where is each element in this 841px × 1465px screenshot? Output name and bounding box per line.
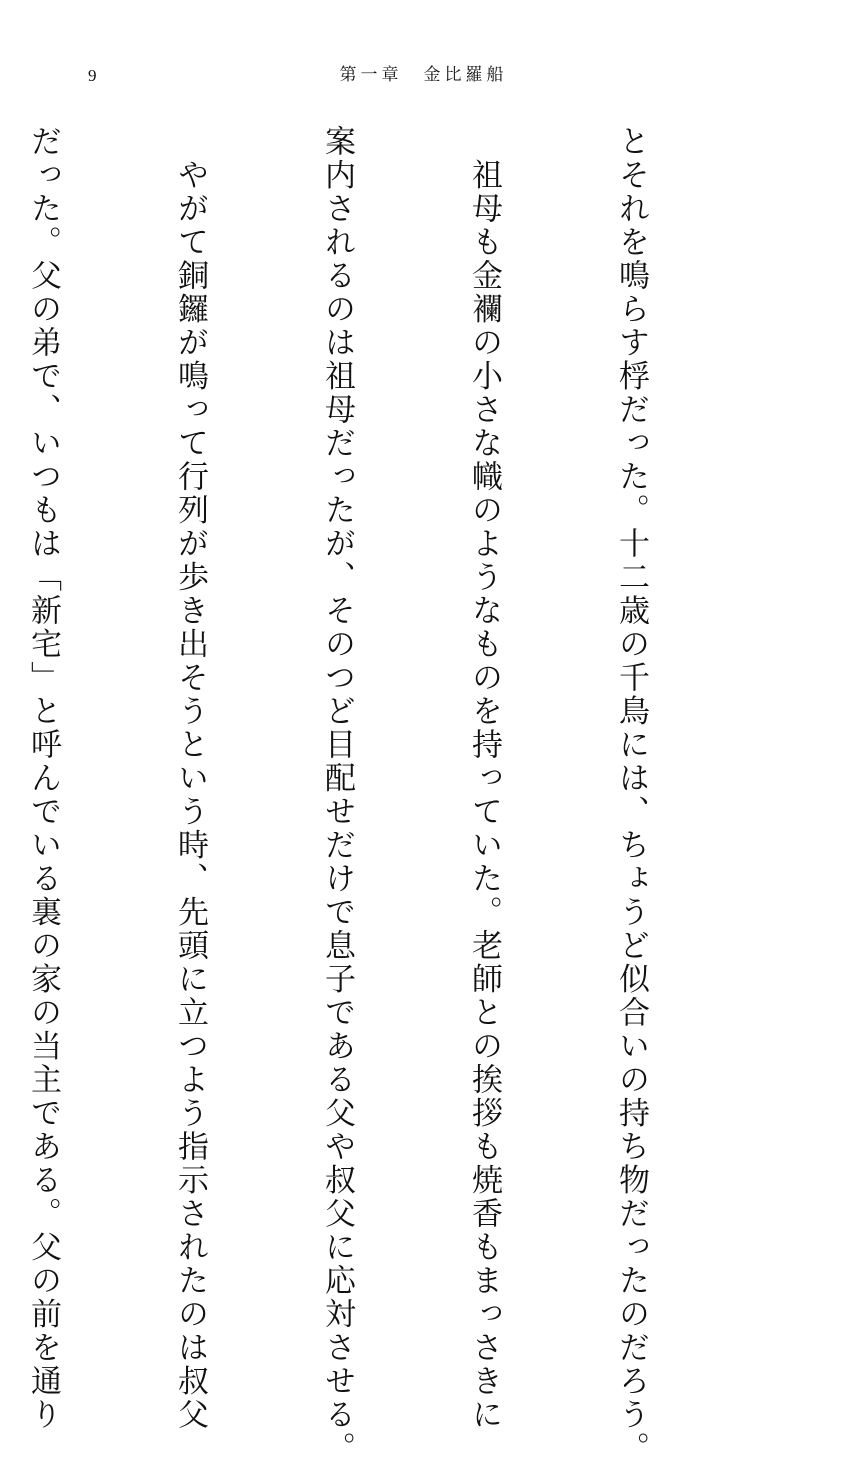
text-line: 祖母も金襴の小さな幟のようなものを持っていた。老師との挨拶も焼香もまっさきに bbox=[466, 125, 502, 1432]
text-line: 案内されるのは祖母だったが、そのつど目配せだけで息子である父や叔父に応対させる。 bbox=[319, 125, 355, 1465]
text-line: やがて銅鑼が鳴って行列が歩き出そうという時、先頭に立つよう指示されたのは叔父 bbox=[172, 125, 208, 1432]
text-line: とそれを鳴らす桴だった。十二歳の千鳥には、ちょうど似合いの持ち物だったのだろう。 bbox=[613, 125, 649, 1465]
running-header: 第一章 金比羅船 bbox=[339, 65, 508, 85]
text-line: だった。父の弟で、いつもは「新宅」と呼んでいる裏の家の当主である。父の前を通り bbox=[25, 125, 61, 1432]
page-number: 9 bbox=[88, 66, 97, 85]
body-text bbox=[25, 125, 753, 1465]
